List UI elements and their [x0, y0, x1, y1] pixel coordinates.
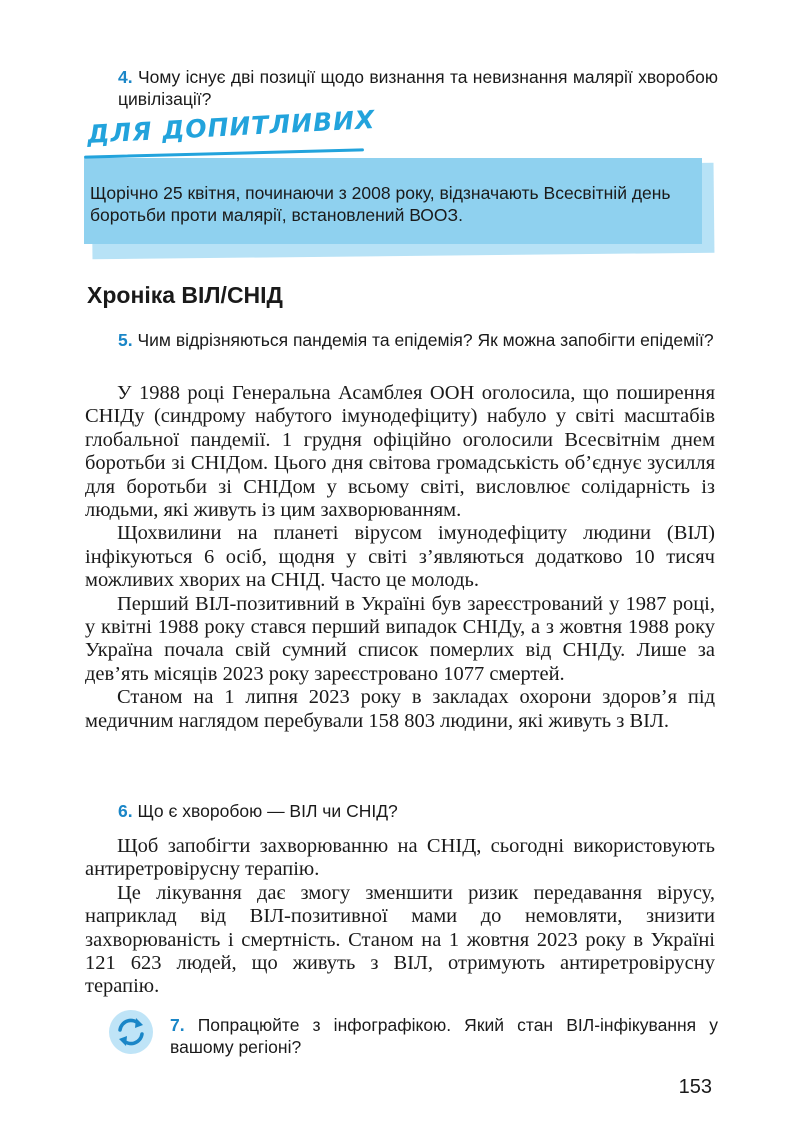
- question-5: [118, 329, 718, 351]
- question-text: Що є хворобою — ВІЛ чи СНІД?: [137, 801, 398, 821]
- question-7: [170, 1014, 718, 1058]
- paragraph: У 1988 році Генеральна Асамблея ООН оголосила, що поширення СНІДу (синдрому набутого імунодефіциту) набуло у світі масштабів глобальної пандемії. 1 грудня офіційно оголосили Всесвітнім днем боротьби зі СНІДом. Цього дня світова громадськість об’єднує зусилля для боротьби зі СНІДом у всьому світі, висловлює солідарність із людьми, які живуть із цим захворюванням.: [85, 382, 715, 522]
- question-number: 7.: [170, 1015, 185, 1035]
- paragraph: Щоб запобігти захворюванню на СНІД, сьогодні використовують антиретровірусну терапію.: [85, 835, 715, 881]
- paragraph: Це лікування дає змогу зменшити ризик передавання вірусу, наприклад від ВІЛ-позитивної мами до немовляти, знизити захворюваність і смертність. Станом на 1 жовтня 2023 року в Україні 121 623 людей, що живуть з ВІЛ, отримують антиретровірусну терапію.: [85, 881, 715, 998]
- question-text: Чим відрізняються пандемія та епідемія? Як можна запобігти епідемії?: [137, 330, 714, 350]
- callout-heading: ДЛЯ ДОПИТЛИВИХ: [86, 104, 376, 149]
- callout-box: [84, 104, 720, 260]
- question-number: 4.: [118, 67, 133, 87]
- question-4: [118, 66, 718, 110]
- page-number: 153: [678, 1076, 712, 1098]
- section-title: Хроніка ВІЛ/СНІД: [87, 282, 283, 308]
- paragraph: Станом на 1 липня 2023 року в закладах охорони здоров’я під медичним наглядом перебували 158 803 людини, які живуть з ВІЛ.: [85, 686, 715, 732]
- question-6: [118, 800, 718, 822]
- body-text-block: [85, 835, 715, 999]
- question-number: 6.: [118, 801, 133, 821]
- question-text: Попрацюйте з інфографікою. Який стан ВІЛ-інфікування у вашому регіоні?: [170, 1015, 718, 1057]
- paragraph: Щохвилини на планеті вірусом імунодефіциту людини (ВІЛ) інфікуються 6 осіб, щодня у світі з’являються додатково 10 тисяч можливих хворих на СНІД. Часто це молодь.: [85, 522, 715, 592]
- refresh-arrows-icon: [108, 1009, 154, 1055]
- question-number: 5.: [118, 330, 133, 350]
- question-text: Чому існує дві позиції щодо визнання та невизнання малярії хворобою цивілізації?: [118, 67, 718, 109]
- paragraph: Перший ВІЛ-позитивний в Україні був зареєстрований у 1987 році, у квітні 1988 року стався перший випадок СНІДу, а з жовтня 1988 року Україна почала свій сумний список померлих від СНІДу. Лише за дев’ять місяців 2023 року зареєстровано 1077 смертей.: [85, 592, 715, 685]
- callout-text: Щорічно 25 квітня, починаючи з 2008 року, відзначають Всесвітній день боротьби проти малярії, встановлений ВООЗ.: [90, 183, 671, 225]
- body-text-block: [85, 382, 715, 733]
